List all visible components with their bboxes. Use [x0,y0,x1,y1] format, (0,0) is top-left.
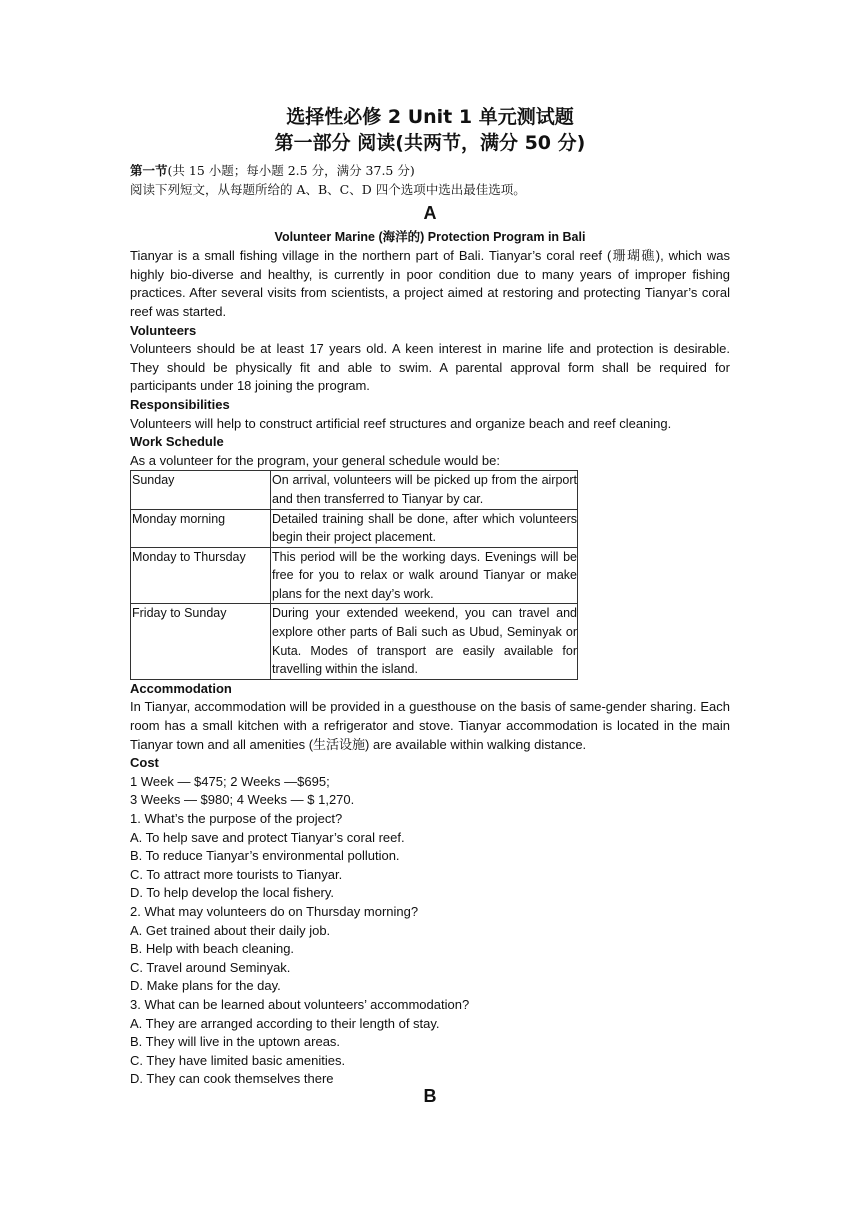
section-scoring: (共 15 小题；每小题 2.5 分，满分 37.5 分) [167,163,415,178]
accommodation-heading: Accommodation [130,680,232,696]
answer-option: C. Travel around Seminyak. [130,959,291,975]
table-row [131,509,578,547]
volunteers-heading: Volunteers [130,322,197,338]
answer-option: D. Make plans for the day. [130,978,281,994]
answer-option: A. Get trained about their daily job. [130,922,331,938]
responsibilities-paragraph: Volunteers will help to construct artificial reef structures and organize beach and reef cleaning. [130,415,672,431]
question-2 [130,903,730,996]
cost-line: 1 Week — $475; 2 Weeks —$695; [130,773,330,789]
passage-title: Volunteer Marine (海洋的) Protection Program in Bali [274,230,586,245]
table-row [131,547,578,604]
question-stem: 2. What may volunteers do on Thursday morning? [130,903,419,919]
answer-option: A. They are arranged according to their length of stay. [130,1015,440,1031]
schedule-desc: This period will be the working days. Evenings will be free for you to relax or walk around Tianyar or make plans for the next day’s work. [271,547,578,604]
responsibilities-heading: Responsibilities [130,396,230,412]
section-label: 第一节 [130,163,168,178]
answer-option: B. Help with beach cleaning. [130,941,295,957]
passage-letter-a: A [423,203,437,224]
schedule-table [130,470,578,680]
schedule-day: Sunday [131,471,271,509]
answer-option: D. To help develop the local fishery. [130,885,335,901]
schedule-day: Monday to Thursday [131,547,271,604]
answer-option: D. They can cook themselves there [130,1071,334,1087]
cost-line: 3 Weeks — $980; 4 Weeks — $ 1,270. [130,792,355,808]
question-stem: 3. What can be learned about volunteers’ accommodation? [130,996,470,1012]
schedule-desc: Detailed training shall be done, after which volunteers begin their project placement. [271,509,578,547]
question-1 [130,810,730,903]
volunteers-paragraph: Volunteers should be at least 17 years old. A keen interest in marine life and protection is desirable. They should be physically fit and able to swim. A parental approval form shall be required for participants under 18 joining the program. [130,341,730,394]
intro-paragraph: Tianyar is a small fishing village in the northern part of Bali. Tianyar’s coral reef (珊瑚礁), which was highly bio-diverse and healthy, is currently in poor condition due to many years of improper fishing practices. After several visits from scientists, a project aimed at restoring and protecting Tianyar’s coral reef was started. [130,248,730,319]
question-stem: 1. What’s the purpose of the project? [130,811,343,826]
answer-option: B. To reduce Tianyar’s environmental pollution. [130,848,400,864]
schedule-desc: During your extended weekend, you can travel and explore other parts of Bali such as Ubud, Seminyak or Kuta. Modes of transport are easily available for travelling within the island. [271,604,578,679]
section-info [130,162,730,181]
answer-option: C. They have limited basic amenities. [130,1052,346,1068]
schedule-day: Friday to Sunday [131,604,271,679]
instruction-text: 阅读下列短文，从每题所给的 A、B、C、D 四个选项中选出最佳选项。 [130,181,526,197]
answer-option: A. To help save and protect Tianyar’s coral reef. [130,829,405,845]
accommodation-paragraph: In Tianyar, accommodation will be provided in a guesthouse on the basis of same-gender sharing. Each room has a small kitchen with a refrigerator and stove. Tianyar accommodation is located in the main Tianyar town and all amenities (生活设施) are available within walking distance. [130,699,730,752]
answer-option: B. They will live in the uptown areas. [130,1034,341,1050]
schedule-heading: Work Schedule [130,434,224,450]
document-page [130,104,730,1089]
table-row [131,604,578,679]
question-3 [130,996,730,1089]
schedule-intro: As a volunteer for the program, your general schedule would be: [130,452,500,468]
part-title: 第一部分 阅读(共两节，满分 50 分) [274,132,586,154]
schedule-day: Monday morning [131,509,271,547]
passage-letter-b: B [423,1086,437,1106]
schedule-desc: On arrival, volunteers will be picked up from the airport and then transferred to Tianyar by car. [271,471,578,509]
table-row [131,471,578,509]
document-title: 选择性必修 2 Unit 1 单元测试题 [286,106,574,128]
answer-option: C. To attract more tourists to Tianyar. [130,866,343,882]
cost-heading: Cost [130,755,159,771]
